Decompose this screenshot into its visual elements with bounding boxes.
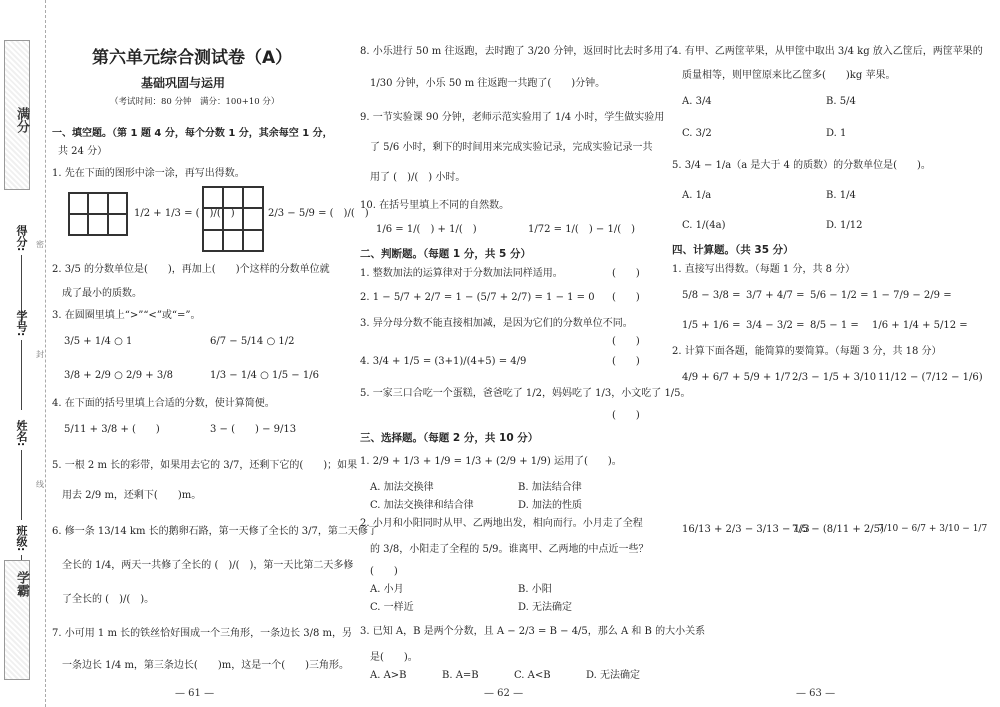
judge-answer[interactable]: ( ) xyxy=(612,336,640,347)
page-title: 第六单元综合测试卷（A） xyxy=(92,48,293,68)
calc-item[interactable]: 5/6 − 1/2 = xyxy=(810,290,869,301)
choice-5: 5. 3/4 − 1/a（a 是大于 4 的质数）的分数单位是( )。 xyxy=(672,160,931,171)
question-6-cont: 全长的 1/4，两天一共修了全长的 ( )/( )，第一天比第二天多修 xyxy=(62,560,354,571)
grid-figure-right[interactable] xyxy=(202,186,264,252)
calc-item[interactable]: 7/5 − (8/11 + 2/5) xyxy=(792,524,884,535)
question-9: 9. 一节实验课 90 分钟，老师示范实验用了 1/4 小时，学生做实验用 xyxy=(360,112,665,123)
grid-figure-left[interactable] xyxy=(68,192,128,236)
question-6-cont2: 了全长的 ( )/( )。 xyxy=(62,594,155,605)
question-8: 8. 小乐进行 50 m 往返跑，去时跑了 3/20 分钟，返回时比去时多用了 xyxy=(360,46,674,57)
score-field[interactable]: 得分: xyxy=(8,225,28,325)
calc-item[interactable]: 7/10 − 6/7 + 3/10 − 1/7 xyxy=(878,524,988,534)
section-choice: 三、选择题。（每题 2 分，共 10 分） xyxy=(360,432,539,444)
judge-3: 3. 异分母分数不能直接相加减，是因为它们的分数单位不同。 xyxy=(360,318,633,329)
option[interactable]: B. 5/4 xyxy=(826,96,856,107)
calc-item[interactable]: 3/7 + 4/7 = xyxy=(746,290,805,301)
judge-answer[interactable]: ( ) xyxy=(612,268,640,279)
page-subtitle: 基础巩固与运用 xyxy=(141,76,226,90)
page-number: — 63 — xyxy=(796,688,836,699)
choice-3: 3. 已知 A，B 是两个分数，且 A − 2/3 = B − 4/5，那么 A 和 B 的大小关系 xyxy=(360,626,706,637)
question-9-cont2: 用了 ( )/( ) 小时。 xyxy=(370,172,466,183)
option[interactable]: A. 加法交换律 xyxy=(370,482,434,493)
choice-1: 1. 2/9 + 1/3 + 1/9 = 1/3 + (2/9 + 1/9) 运用了( )。 xyxy=(360,456,622,467)
calc-item[interactable]: 5/8 − 3/8 = xyxy=(682,290,741,301)
calc-item[interactable]: 11/12 − (7/12 − 1/6) xyxy=(878,372,983,383)
question-10: 10. 在括号里填上不同的自然数。 xyxy=(360,200,510,211)
compare-item[interactable]: 6/7 − 5/14 ○ 1/2 xyxy=(210,336,295,347)
choice-2: 2. 小月和小阳同时从甲、乙两地出发，相向而行。小月走了全程 xyxy=(360,518,643,529)
option[interactable]: C. 加法交换律和结合律 xyxy=(370,500,474,511)
brand-tab-bottom: 学霸 xyxy=(4,560,30,680)
option[interactable]: B. 加法结合律 xyxy=(518,482,582,493)
question-1: 1. 先在下面的图形中涂一涂，再写出得数。 xyxy=(52,168,245,179)
binding-sidebar xyxy=(0,0,46,707)
option[interactable]: B. A=B xyxy=(442,670,479,681)
calc-item[interactable]: 1 − 7/9 − 2/9 = xyxy=(872,290,952,301)
calc-item[interactable]: 2/3 − 1/5 + 3/10 xyxy=(792,372,877,383)
question-4: 4. 在下面的括号里填上合适的分数，使计算简便。 xyxy=(52,398,275,409)
option[interactable]: D. 无法确定 xyxy=(518,602,573,613)
judge-4: 4. 3/4 + 1/5 = (3+1)/(4+5) = 4/9 xyxy=(360,356,527,367)
cut-mark: 封 xyxy=(36,350,44,359)
page-number: — 62 — xyxy=(484,688,524,699)
judge-answer[interactable]: ( ) xyxy=(612,292,640,303)
choice-2-cont: 的 3/8，小阳走了全程的 5/9。谁离甲、乙两地的中点近一些？ xyxy=(370,544,649,555)
option[interactable]: C. 1/(4a) xyxy=(682,220,726,231)
calc-2: 2. 计算下面各题，能简算的要简算。（每题 3 分，共 18 分） xyxy=(672,346,942,357)
option[interactable]: A. A>B xyxy=(370,670,407,681)
calc-item[interactable]: 3/4 − 3/2 = xyxy=(746,320,805,331)
compare-item[interactable]: 3/5 + 1/4 ○ 1 xyxy=(64,336,133,347)
question-8-cont: 1/30 分钟，小乐 50 m 往返跑一共跑了( )分钟。 xyxy=(370,78,606,89)
section-fill-blank-cont: 共 24 分） xyxy=(58,146,108,157)
name-field[interactable]: 姓名: xyxy=(8,420,28,520)
calc-item[interactable]: 1/6 + 1/4 + 5/12 = xyxy=(872,320,968,331)
question-6: 6. 修一条 13/14 km 长的鹅卵石路，第一天修了全长的 3/7，第二天修了 xyxy=(52,526,378,537)
judge-answer[interactable]: ( ) xyxy=(612,410,640,421)
choice-4-cont: 质量相等，则甲筐原来比乙筐多( )kg 苹果。 xyxy=(682,70,896,81)
choice-2-answer[interactable]: ( ) xyxy=(370,566,398,577)
brand-tab-top: 满分 xyxy=(4,40,30,190)
option[interactable]: C. 3/2 xyxy=(682,128,712,139)
class-field[interactable]: 班级: xyxy=(8,525,28,625)
judge-5: 5. 一家三口合吃一个蛋糕，爸爸吃了 1/2，妈妈吃了 1/3，小文吃了 1/5。 xyxy=(360,388,691,399)
question-3: 3. 在圆圈里填上“>”“<”或“=”。 xyxy=(52,310,201,321)
question-2-cont: 成了最小的质数。 xyxy=(62,288,142,299)
option[interactable]: A. 1/a xyxy=(682,190,712,201)
question-4b[interactable]: 3 − ( ) − 9/13 xyxy=(210,424,297,435)
calc-item[interactable]: 1/5 + 1/6 = xyxy=(682,320,741,331)
judge-1: 1. 整数加法的运算律对于分数加法同样适用。 xyxy=(360,268,563,279)
question-9-cont: 了 5/6 小时，剩下的时间用来完成实验记录，完成实验记录一共 xyxy=(370,142,653,153)
section-calculation: 四、计算题。（共 35 分） xyxy=(672,244,794,256)
question-1b: 2/3 − 5/9 = ( )/( ) xyxy=(268,208,369,219)
section-fill-blank: 一、填空题。（第 1 题 4 分，每个分数 1 分，其余每空 1 分， xyxy=(52,128,333,139)
question-10a[interactable]: 1/6 = 1/( ) + 1/( ) xyxy=(376,224,477,235)
option[interactable]: D. 无法确定 xyxy=(586,670,641,681)
cut-mark: 密 xyxy=(36,240,44,249)
question-7: 7. 小可用 1 m 长的铁丝恰好围成一个三角形，一条边长 3/8 m，另 xyxy=(52,628,353,639)
option[interactable]: A. 3/4 xyxy=(682,96,712,107)
question-1a: 1/2 + 1/3 = ( )/( ) xyxy=(134,208,235,219)
option[interactable]: B. 1/4 xyxy=(826,190,856,201)
calc-item[interactable]: 16/13 + 2/3 − 3/13 − 1/3 xyxy=(682,524,810,535)
choice-4: 4. 有甲、乙两筐苹果，从甲筐中取出 3/4 kg 放入乙筐后，两筐苹果的 xyxy=(672,46,983,57)
calc-item[interactable]: 8/5 − 1 = xyxy=(810,320,859,331)
question-2: 2. 3/5 的分数单位是( )，再加上( )个这样的分数单位就 xyxy=(52,264,330,275)
compare-item[interactable]: 3/8 + 2/9 ○ 2/9 + 3/8 xyxy=(64,370,173,381)
judge-2: 2. 1 − 5/7 + 2/7 = 1 − (5/7 + 2/7) = 1 − 1 = 0 xyxy=(360,292,595,303)
student-id-field[interactable]: 学号: xyxy=(8,310,28,410)
option[interactable]: D. 1/12 xyxy=(826,220,863,231)
question-5-cont: 用去 2/9 m，还剩下( )m。 xyxy=(62,490,202,501)
option[interactable]: C. 一样近 xyxy=(370,602,414,613)
option[interactable]: D. 1 xyxy=(826,128,847,139)
exam-meta: （考试时间：80 分钟 满分：100+10 分） xyxy=(110,97,280,107)
option[interactable]: B. 小阳 xyxy=(518,584,552,595)
question-5: 5. 一根 2 m 长的彩带，如果用去它的 3/7，还剩下它的( )；如果 xyxy=(52,460,358,471)
option[interactable]: A. 小月 xyxy=(370,584,404,595)
option[interactable]: C. A<B xyxy=(514,670,551,681)
cut-mark: 线 xyxy=(36,480,44,489)
section-judgement: 二、判断题。（每题 1 分，共 5 分） xyxy=(360,248,531,260)
question-10b[interactable]: 1/72 = 1/( ) − 1/( ) xyxy=(528,224,635,235)
question-7-cont: 一条边长 1/4 m，第三条边长( )m，这是一个( )三角形。 xyxy=(62,660,350,671)
judge-answer[interactable]: ( ) xyxy=(612,356,640,367)
question-4a[interactable]: 5/11 + 3/8 + ( ) xyxy=(64,424,160,435)
option[interactable]: D. 加法的性质 xyxy=(518,500,583,511)
page-number: — 61 — xyxy=(175,688,215,699)
compare-item[interactable]: 1/3 − 1/4 ○ 1/5 − 1/6 xyxy=(210,370,319,381)
calc-1: 1. 直接写出得数。（每题 1 分，共 8 分） xyxy=(672,264,856,275)
choice-3-cont: 是( )。 xyxy=(370,652,418,663)
calc-item[interactable]: 4/9 + 6/7 + 5/9 + 1/7 xyxy=(682,372,791,383)
